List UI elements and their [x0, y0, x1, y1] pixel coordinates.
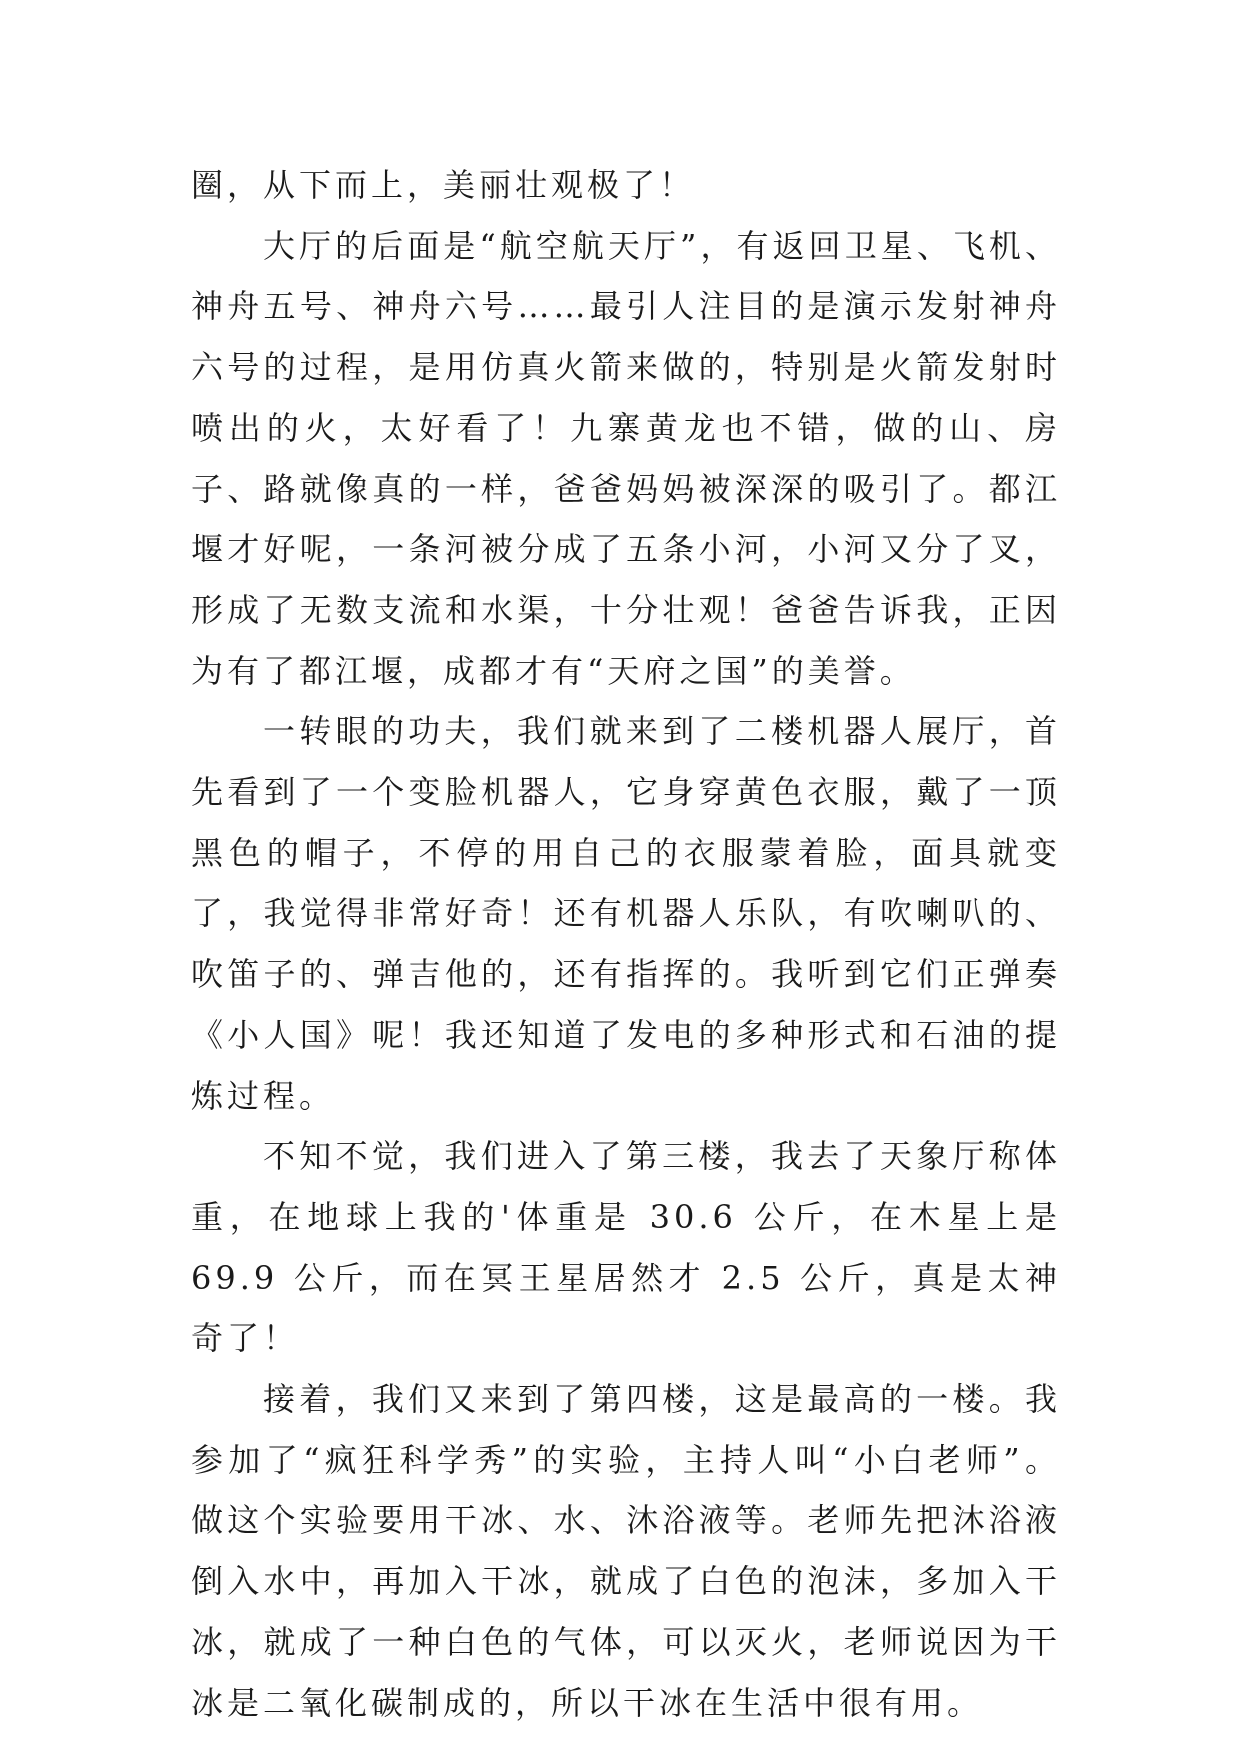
document-body — [191, 155, 1061, 1733]
paragraph-1: 圈，从下而上，美丽壮观极了！ — [191, 166, 696, 204]
paragraph-4: 不知不觉，我们进入了第三楼，我去了天象厅称体重，在地球上我的'体重是 30.6 公斤，在木星上是 69.9 公斤，而在冥王星居然才 2.5 公斤，真是太神奇了！ — [191, 1137, 1061, 1358]
paragraph-2: 大厅的后面是“航空航天厅”，有返回卫星、飞机、神舟五号、神舟六号……最引人注目的是演示发射神舟六号的过程，是用仿真火箭来做的，特别是火箭发射时喷出的火，太好看了！九寨黄龙也不错，做的山、房子、路就像真的一样，爸爸妈妈被深深的吸引了。都江堰才好呢，一条河被分成了五条小河，小河又分了叉，形成了无数支流和水渠，十分壮观！爸爸告诉我，正因为有了都江堰，成都才有“天府之国”的美誉。 — [191, 226, 1061, 690]
paragraph-5: 接着，我们又来到了第四楼，这是最高的一楼。我参加了“疯狂科学秀”的实验，主持人叫“小白老师”。做这个实验要用干冰、水、沐浴液等。老师先把沐浴液倒入水中，再加入干冰，就成了白色的泡沫，多加入干冰，就成了一种白色的气体，可以灭火，老师说因为干冰是二氧化碳制成的，所以干冰在生活中很有用。 — [191, 1380, 1061, 1722]
paragraph-3: 一转眼的功夫，我们就来到了二楼机器人展厅，首先看到了一个变脸机器人，它身穿黄色衣服，戴了一顶黑色的帽子，不停的用自己的衣服蒙着脸，面具就变了，我觉得非常好奇！还有机器人乐队，有吹喇叭的、吹笛子的、弹吉他的，还有指挥的。我听到它们正弹奏《小人国》呢！我还知道了发电的多种形式和石油的提炼过程。 — [191, 712, 1061, 1115]
